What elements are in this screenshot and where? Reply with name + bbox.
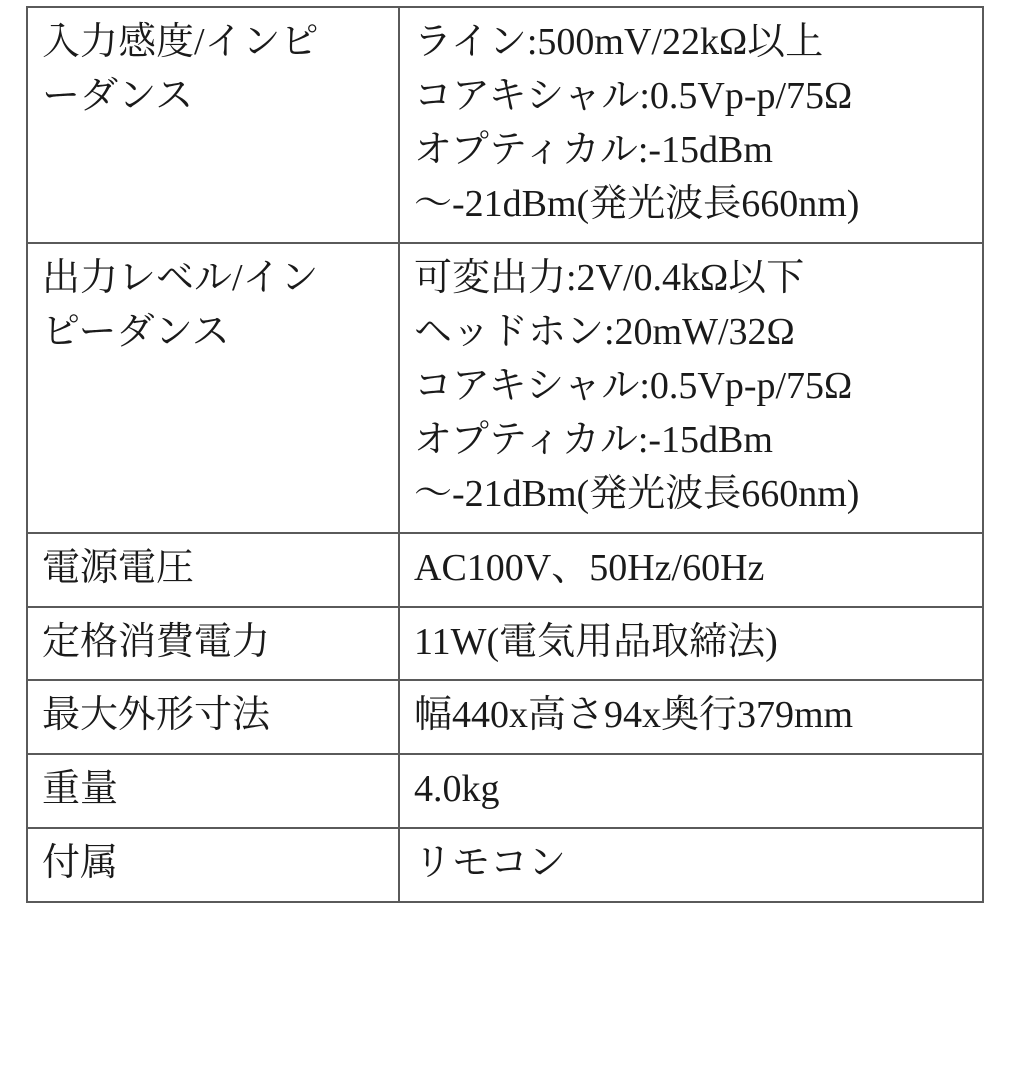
- specification-table: [26, 6, 984, 903]
- spec-value-cell: [399, 533, 983, 607]
- spec-label-cell: [27, 828, 399, 902]
- table-row: [27, 7, 983, 243]
- spec-value-line: コアキシャル:0.5Vp-p/75Ω: [414, 74, 853, 117]
- spec-label-cell: [27, 607, 399, 681]
- spec-value-line: リモコン: [414, 842, 567, 885]
- spec-value-cell: [399, 607, 983, 681]
- spec-label-line: 定格消費電力: [42, 620, 271, 663]
- specification-sheet: [26, 0, 984, 903]
- table-row: [27, 533, 983, 607]
- spec-label-cell: [27, 754, 399, 828]
- table-row: [27, 607, 983, 681]
- table-row: [27, 828, 983, 902]
- spec-value-line: 〜-21dBm(発光波長660nm): [414, 472, 860, 515]
- spec-label-line: 最大外形寸法: [42, 694, 271, 737]
- spec-label-cell: [27, 243, 399, 533]
- spec-label-line: 重量: [42, 768, 119, 811]
- spec-value-cell: [399, 7, 983, 243]
- spec-value-line: ヘッドホン:20mW/32Ω: [414, 310, 795, 353]
- table-row: [27, 680, 983, 754]
- spec-label-cell: [27, 533, 399, 607]
- spec-value-line: 11W(電気用品取締法): [414, 620, 778, 663]
- spec-label-line: ーダンス: [42, 74, 194, 117]
- spec-value-line: 4.0kg: [414, 768, 500, 811]
- spec-label-line: 出力レベル/イン: [42, 256, 319, 299]
- spec-label-line: 入力感度/インピ: [42, 21, 319, 63]
- spec-value-line: AC100V、50Hz/60Hz: [414, 546, 765, 589]
- spec-label-cell: [27, 7, 399, 243]
- spec-label-cell: [27, 680, 399, 754]
- spec-value-line: 可変出力:2V/0.4kΩ以下: [414, 256, 805, 299]
- spec-value-line: オプティカル:-15dBm: [414, 418, 773, 461]
- spec-value-line: 幅440x高さ94x奥行379mm: [414, 694, 854, 737]
- spec-label-line: ピーダンス: [42, 310, 230, 353]
- specification-table-body: [27, 7, 983, 902]
- spec-value-cell: [399, 828, 983, 902]
- table-row: [27, 754, 983, 828]
- spec-value-cell: [399, 680, 983, 754]
- spec-value-line: ライン:500mV/22kΩ以上: [414, 21, 824, 63]
- spec-value-cell: [399, 754, 983, 828]
- spec-value-line: コアキシャル:0.5Vp-p/75Ω: [414, 364, 853, 407]
- spec-value-line: オプティカル:-15dBm: [414, 128, 773, 171]
- spec-label-line: 付属: [42, 842, 119, 885]
- spec-value-line: 〜-21dBm(発光波長660nm): [414, 182, 860, 225]
- spec-label-line: 電源電圧: [42, 546, 195, 589]
- table-row: [27, 243, 983, 533]
- spec-value-cell: [399, 243, 983, 533]
